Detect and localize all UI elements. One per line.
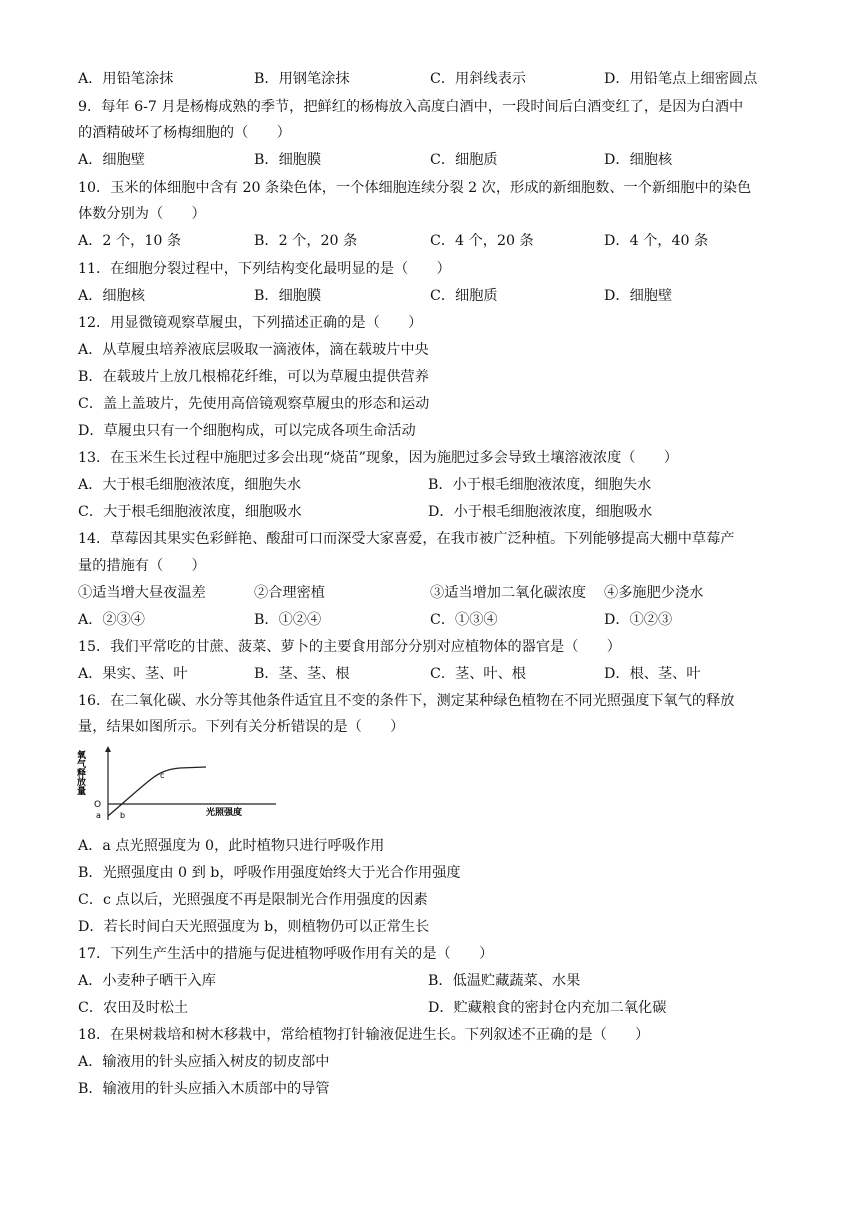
q10-option-b: B．2 个，20 条 — [254, 233, 358, 249]
q10-option-d: D．4 个，40 条 — [604, 233, 709, 249]
q11-option-c: C．细胞质 — [430, 288, 498, 304]
q9-stem-line-2: 的酒精破坏了杨梅细胞的（ ） — [78, 125, 291, 141]
q14-option-c: C．①③④ — [430, 612, 498, 628]
q8-option-d: D．用铅笔点上细密圆点 — [604, 71, 758, 87]
q16-option-b: B．光照强度由 0 到 b，呼吸作用强度始终大于光合作用强度 — [78, 865, 461, 881]
q13-option-b: B．小于根毛细胞液浓度，细胞失水 — [428, 477, 652, 493]
q13-options-row-1 — [78, 476, 788, 494]
q15-options — [78, 665, 788, 683]
q14-measures — [78, 584, 788, 602]
q16-stem-line-1: 16．在二氧化碳、水分等其他条件适宜且不变的条件下，测定某种绿色植物在不同光照强度下氧气的释放 — [78, 693, 735, 709]
q16-origin-label: O — [94, 800, 102, 810]
q16-y-axis-arrow — [105, 746, 111, 752]
q9-option-a: A．细胞壁 — [78, 152, 145, 168]
q16-option-d: D．若长时间白天光照强度为 b，则植物仍可以正常生长 — [78, 919, 430, 935]
q17-option-d: D．贮藏粮食的密封仓内充加二氧化碳 — [428, 1000, 667, 1016]
q16-oxygen-graph — [75, 744, 280, 824]
q10-stem-line-1: 10．玉米的体细胞中含有 20 条染色体，一个体细胞连续分裂 2 次，形成的新细胞数、一个新细胞中的染色 — [78, 180, 752, 196]
q12-option-d: D．草履虫只有一个细胞构成，可以完成各项生命活动 — [78, 423, 416, 439]
q11-option-a: A．细胞核 — [78, 288, 145, 304]
q16-stem-line-2: 量，结果如图所示。下列有关分析错误的是（ ） — [78, 719, 405, 735]
q10-stem-line-2: 体数分别为（ ） — [78, 206, 206, 222]
q10-options — [78, 232, 788, 250]
q9-option-c: C．细胞质 — [430, 152, 498, 168]
q8-options — [78, 70, 788, 88]
q11-option-b: B．细胞膜 — [254, 288, 322, 304]
q16-oxygen-curve — [108, 767, 206, 816]
q14-measure-4: ④多施肥少浇水 — [604, 585, 704, 601]
q15-option-c: C．茎、叶、根 — [430, 666, 526, 682]
q9-option-d: D．细胞核 — [604, 152, 673, 168]
q14-options — [78, 611, 788, 629]
q11-stem: 11．在细胞分裂过程中，下列结构变化最明显的是（ ） — [78, 261, 451, 277]
q14-option-a: A．②③④ — [78, 612, 145, 628]
q16-x-axis-label: 光照强度 — [206, 808, 243, 818]
q18-option-b: B．输液用的针头应插入木质部中的导管 — [78, 1081, 330, 1097]
q13-stem: 13．在玉米生长过程中施肥过多会出现“烧苗”现象，因为施肥过多会导致土壤溶液浓度（ ） — [78, 450, 679, 466]
q17-options-row-2 — [78, 999, 788, 1017]
q14-option-d: D．①②③ — [604, 612, 673, 628]
q14-measure-3: ③适当增加二氧化碳浓度 — [430, 585, 587, 601]
q8-option-a: A．用铅笔涂抹 — [78, 71, 174, 87]
q10-option-a: A．2 个，10 条 — [78, 233, 182, 249]
q16-y-axis-label: 氧气释放量 — [75, 750, 85, 795]
q12-option-a: A．从草履虫培养液底层吸取一滴液体，滴在载玻片中央 — [78, 342, 429, 358]
q15-stem: 15．我们平常吃的甘蔗、菠菜、萝卜的主要食用部分分别对应植物体的器官是（ ） — [78, 639, 621, 655]
q10-option-c: C．4 个，20 条 — [430, 233, 534, 249]
q16-point-c: c — [160, 771, 165, 780]
q16-point-a: a — [96, 811, 101, 820]
q16-point-b: b — [120, 811, 126, 820]
q13-option-a: A．大于根毛细胞液浓度，细胞失水 — [78, 477, 302, 493]
q12-stem: 12．用显微镜观察草履虫，下列描述正确的是（ ） — [78, 315, 423, 331]
q15-option-b: B．茎、茎、根 — [254, 666, 350, 682]
q13-options-row-2 — [78, 503, 788, 521]
q17-stem: 17．下列生产生活中的措施与促进植物呼吸作用有关的是（ ） — [78, 946, 494, 962]
q9-option-b: B．细胞膜 — [254, 152, 322, 168]
q14-measure-2: ②合理密植 — [254, 585, 325, 601]
q8-option-b: B．用钢笔涂抹 — [254, 71, 350, 87]
q15-option-a: A．果实、茎、叶 — [78, 666, 188, 682]
q8-option-c: C．用斜线表示 — [430, 71, 526, 87]
q14-stem-line-1: 14．草莓因其果实色彩鲜艳、酸甜可口而深受大家喜爱，在我市被广泛种植。下列能够提高大棚中草莓产 — [78, 531, 735, 547]
q16-option-c: C．c 点以后，光照强度不再是限制光合作用强度的因素 — [78, 892, 428, 908]
q13-option-c: C．大于根毛细胞液浓度，细胞吸水 — [78, 504, 302, 520]
q15-option-d: D．根、茎、叶 — [604, 666, 701, 682]
q12-option-c: C．盖上盖玻片，先使用高倍镜观察草履虫的形态和运动 — [78, 396, 430, 412]
q16-option-a: A．a 点光照强度为 0，此时植物只进行呼吸作用 — [78, 838, 385, 854]
q17-option-c: C．农田及时松土 — [78, 1000, 189, 1016]
q14-measure-1: ①适当增大昼夜温差 — [78, 585, 206, 601]
q11-option-d: D．细胞壁 — [604, 288, 673, 304]
q16-figure — [75, 744, 280, 824]
q9-options — [78, 151, 788, 169]
q13-option-d: D．小于根毛细胞液浓度，细胞吸水 — [428, 504, 653, 520]
q17-option-a: A．小麦种子晒干入库 — [78, 973, 216, 989]
q18-option-a: A．输液用的针头应插入树皮的韧皮部中 — [78, 1054, 330, 1070]
q11-options — [78, 287, 788, 305]
q14-stem-line-2: 量的措施有（ ） — [78, 558, 206, 574]
q9-stem-line-1: 9．每年 6-7 月是杨梅成熟的季节，把鲜红的杨梅放入高度白酒中，一段时间后白酒变红了，是因为白酒中 — [78, 99, 744, 115]
q17-options-row-1 — [78, 972, 788, 990]
q14-option-b: B．①②④ — [254, 612, 322, 628]
q18-stem: 18．在果树栽培和树木移栽中，常给植物打针输液促进生长。下列叙述不正确的是（ ） — [78, 1027, 650, 1043]
q17-option-b: B．低温贮藏蔬菜、水果 — [428, 973, 581, 989]
q12-option-b: B．在载玻片上放几根棉花纤维，可以为草履虫提供营养 — [78, 369, 429, 385]
